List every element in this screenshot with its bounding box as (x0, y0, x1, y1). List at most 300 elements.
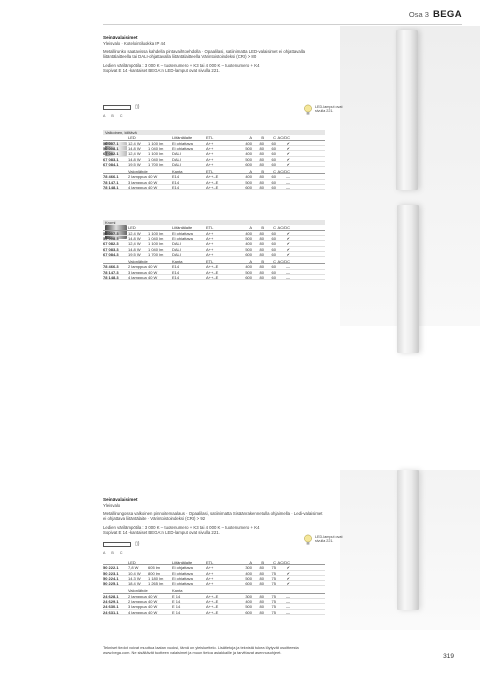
table-cell: 80 (259, 599, 264, 604)
table-cell: 400 (245, 599, 252, 604)
page-header (409, 9, 462, 20)
table-cell (148, 225, 172, 229)
table-cell: 80 (259, 246, 264, 251)
table-cell: B (261, 560, 264, 565)
table-cell: 12,4 W (128, 230, 141, 235)
table-cell: AC/DC (277, 169, 290, 174)
table-cell (148, 169, 172, 173)
table-cell: ✔ (286, 140, 290, 145)
dim-c-2: C (119, 551, 123, 555)
table-cell: 500 (245, 156, 252, 161)
table-cell: ✔ (286, 230, 290, 235)
table-cell: 1 100 lm (148, 140, 164, 145)
section2-text (103, 497, 325, 536)
table-cell: 1 040 lm (148, 246, 164, 251)
table-cell: A++–E (206, 269, 219, 275)
table-cell: 75 (271, 593, 276, 599)
article-number: 78 147.1 (103, 179, 119, 185)
table-cell: ETL (206, 169, 214, 174)
table-cell (103, 169, 128, 173)
table-cell: Ei ohjattava (172, 570, 193, 575)
table-cell: 60 (271, 145, 276, 151)
table-cell: ✔ (286, 241, 290, 246)
table-cell: LED (128, 560, 136, 565)
article-number: 67 083.3 (103, 246, 119, 251)
table-cell: Valonlähde (128, 169, 148, 174)
table-cell: 80 (259, 581, 264, 586)
table-cell: 300 (245, 565, 252, 570)
table-cell: 80 (259, 151, 264, 156)
table-cell: ✔ (286, 570, 290, 575)
table-cell: 18,4 W (128, 581, 141, 586)
table-cell: 40 W (148, 604, 158, 609)
table-cell: AC/DC (277, 259, 290, 264)
table-cell: 3 lamppua (128, 269, 147, 275)
table-cell: A++ (206, 140, 214, 145)
article-number: 24 629.1 (103, 599, 119, 604)
dim-a: A (103, 114, 106, 118)
table-cell: 80 (259, 174, 264, 179)
table-cell: 60 (271, 235, 276, 241)
table-cell: 4 lamppua (128, 185, 147, 190)
table-cell: 600 (245, 161, 252, 167)
table-cell (276, 588, 290, 592)
table-cell (103, 225, 128, 229)
table-cell: ✔ (286, 151, 290, 156)
table-cell: — (286, 174, 290, 179)
section2-note1: Ledien värilämpötila : 3 000 K – tuotenumero + K3 tai 4 000 K – tuotenumero + K4 (103, 524, 260, 530)
article-number: 67 084.3 (103, 251, 119, 257)
table-cell: 1 040 lm (148, 235, 164, 241)
article-number: 50 224.1 (103, 575, 119, 581)
table-cell: 14,8 W (128, 145, 141, 151)
table-cell: 1 700 lm (148, 161, 164, 167)
product-photo-lamp-white (396, 30, 418, 190)
table-cell: — (286, 604, 290, 609)
led-bulb-icon (303, 104, 313, 116)
table-cell: DALI (172, 246, 181, 251)
led-note-text: LED-lamput ovat sivulla 221. (315, 105, 343, 114)
table-cell: 1 100 lm (148, 230, 164, 235)
table-cell: ETL (206, 259, 214, 264)
table-cell: 400 (245, 570, 252, 575)
table-cell: 400 (245, 174, 252, 179)
table-cell: A (249, 135, 252, 140)
section1-title: Seinävalaisimet (103, 35, 138, 40)
article-number: 24 630.1 (103, 604, 119, 609)
table-cell: 1 700 lm (148, 251, 164, 257)
table-cell: 80 (259, 185, 264, 190)
table-cell: 40 W (148, 599, 158, 604)
table-cell: 80 (259, 161, 264, 167)
led-bulb-icon-2 (303, 534, 313, 546)
table-cell: 600 (245, 609, 252, 614)
table-cell: E14 (172, 269, 180, 275)
lamp-side-icon: ▯) (135, 104, 140, 110)
table-cell: E14 (172, 174, 180, 179)
table-cell: B (261, 135, 264, 140)
table-cell: ✔ (286, 156, 290, 161)
table-cell: — (286, 593, 290, 599)
table-cell (148, 560, 172, 564)
table-cell: B (261, 169, 264, 174)
table-cell: C (273, 135, 276, 140)
table-cell: 19,5 W (128, 161, 141, 167)
table-cell: 600 (245, 251, 252, 257)
table-cell: AC/DC (277, 225, 290, 230)
table-cell: 80 (259, 604, 264, 609)
article-number: 50 225.1 (103, 581, 119, 586)
table-cell: E14 (172, 185, 180, 190)
table-cell: LED (128, 135, 136, 140)
table-cell: Kanta (172, 588, 183, 593)
table-cell: 1 040 lm (148, 145, 164, 151)
table-cell: 80 (259, 230, 264, 235)
table-cell: Ei ohjattava (172, 581, 193, 586)
table-cell: 1 180 lm (148, 575, 164, 581)
table-cell: E14 (172, 275, 180, 280)
table-cell: AC/DC (277, 560, 290, 565)
led-note-text-2: LED-lamput ovat sivulla 221. (315, 535, 343, 544)
table-section2 (103, 560, 325, 615)
page-number: 319 (443, 653, 454, 660)
section2-subtitle: Yleisvalo (103, 502, 121, 508)
article-number: 24 631.1 (103, 609, 119, 614)
table-cell: A++–E (206, 275, 219, 280)
table-cell: A (249, 560, 252, 565)
table-cell: A (249, 169, 252, 174)
table-cell: E 14 (172, 599, 181, 604)
table-cell: 7,8 W (128, 565, 139, 570)
table-cell: 600 (245, 581, 252, 586)
table-cell: 1 100 lm (148, 241, 164, 246)
table-cell: AC/DC (277, 135, 290, 140)
section1-text (103, 35, 325, 74)
table-cell (206, 588, 240, 592)
table-cell: ✔ (286, 161, 290, 167)
table-cell: 500 (245, 575, 252, 581)
table-cell: 1 100 lm (148, 151, 164, 156)
table-cell: 80 (259, 575, 264, 581)
table-cell: 3 lamppua (128, 604, 147, 609)
article-number: 78 147.3 (103, 269, 119, 275)
table-cell (103, 560, 128, 564)
section1-dimension-diagram (103, 104, 143, 122)
article-number: 50 223.1 (103, 570, 119, 575)
table-cell: 60 (271, 140, 276, 145)
table-cell: A++–E (206, 609, 219, 614)
table-cell: ✔ (286, 251, 290, 257)
table-cell: Valonlähde (128, 259, 148, 264)
table-cell: A++ (206, 251, 214, 257)
table-cell: C (273, 259, 276, 264)
table-cell: 12,4 W (128, 140, 141, 145)
table-cell (148, 135, 172, 139)
table-cell: Ei ohjattava (172, 140, 193, 145)
section2-dimension-diagram (103, 541, 143, 559)
table-cell: 60 (271, 161, 276, 167)
table-cell: 400 (245, 264, 252, 269)
table-cell: 12,4 W (128, 241, 141, 246)
table-cell: 500 (245, 604, 252, 609)
table-cell: 600 (245, 275, 252, 280)
table-cell: 75 (271, 565, 276, 570)
section1-subtitle: Yleisvalo · Kotelointiluokka IP 44 (103, 40, 166, 46)
table-cell: 40 W (148, 179, 158, 185)
table-cell: 500 (245, 246, 252, 251)
table-cell: Liitäntälaite (172, 560, 193, 565)
table-row (103, 185, 325, 190)
article-number: 50 007.1 (103, 140, 119, 145)
table-cell: 60 (271, 185, 276, 190)
table-cell: A++ (206, 241, 214, 246)
table-cell: 60 (271, 264, 276, 269)
table-cell: 2 lamppua (128, 593, 147, 599)
table-cell: 80 (259, 156, 264, 161)
table-cell (148, 259, 172, 263)
table-cell: A++ (206, 246, 214, 251)
table-cell: 80 (259, 264, 264, 269)
table-cell: 60 (271, 179, 276, 185)
table-cell: ✔ (286, 575, 290, 581)
table-cell: 80 (259, 570, 264, 575)
table-cell: E 14 (172, 593, 181, 599)
table-cell: 400 (245, 151, 252, 156)
table-cell: C (273, 169, 276, 174)
table-cell: 400 (245, 140, 252, 145)
table-cell: — (286, 269, 290, 275)
article-number: 50 007.3 (103, 230, 119, 235)
table-cell: A++–E (206, 264, 219, 269)
product-photo-lamp-chrome (397, 205, 419, 353)
table-cell: Kanta (172, 259, 183, 264)
table-cell: 19,5 W (128, 251, 141, 257)
table-cell: 60 (271, 251, 276, 257)
table-cell: 12,4 W (128, 151, 141, 156)
table-cell: 400 (245, 241, 252, 246)
table-cell: DALI (172, 251, 181, 257)
table-cell: 60 (271, 151, 276, 156)
table-cell: 14,3 W (128, 575, 141, 581)
table-cell: Liitäntälaite (172, 135, 193, 140)
table-cell: ✔ (286, 581, 290, 586)
table-cell: A++–E (206, 604, 219, 609)
table-cell: 500 (245, 269, 252, 275)
table-white-caption: Valkoinen, kiiltävä (103, 130, 325, 135)
table-cell: 80 (259, 241, 264, 246)
table-cell: 3 lamppua (128, 179, 147, 185)
dim-b: B (111, 114, 114, 118)
table-cell: A++–E (206, 174, 219, 179)
table-cell: 80 (259, 145, 264, 151)
table-cell: A++ (206, 145, 214, 151)
table-cell: B (261, 259, 264, 264)
table-cell: Ei ohjattava (172, 145, 193, 151)
table-cell: B (261, 225, 264, 230)
article-number: 50 008.3 (103, 235, 119, 241)
table-cell: 60 (271, 241, 276, 246)
table-chrome (103, 220, 325, 280)
table-cell: Ei ohjattava (172, 565, 193, 570)
table-cell: 4 lamppua (128, 275, 147, 280)
table-cell: 400 (245, 230, 252, 235)
table-cell: A++ (206, 565, 214, 570)
table-cell: ✔ (286, 235, 290, 241)
dim-b-2: B (111, 551, 114, 555)
table-cell: 60 (271, 246, 276, 251)
table-cell (240, 588, 252, 592)
table-cell: ETL (206, 225, 214, 230)
section1-description: Metallirunko saatavissa kahdella pintavaihtoehdolla · Opaalilasi, satiinimatta LED-valaisimet ei ohjattavalla liitäntälaitteella tai DALI-ohjattavalla liitäntälaitteella Värintoistoindeksi (CRI) > 80 (103, 49, 306, 60)
article-number: 78 148.1 (103, 185, 119, 190)
table-cell: Ei ohjattava (172, 575, 193, 581)
table-cell: Ei ohjattava (172, 230, 193, 235)
table-cell: A++ (206, 235, 214, 241)
table-cell: A++–E (206, 185, 219, 190)
table-chrome-caption: Kromi (103, 220, 325, 225)
table-cell (103, 259, 128, 263)
article-number: 78 466.3 (103, 264, 119, 269)
table-cell: 60 (271, 174, 276, 179)
article-number: 50 008.1 (103, 145, 119, 151)
table-cell: 2 lamppua (128, 264, 147, 269)
table-cell: A (249, 259, 252, 264)
table-cell: 40 W (148, 593, 158, 599)
table-cell: 1 265 lm (148, 581, 164, 586)
table-cell: 75 (271, 599, 276, 604)
table-cell: Kanta (172, 169, 183, 174)
table-cell: A++–E (206, 593, 219, 599)
table-cell: 10,4 W (128, 570, 141, 575)
table-cell: 80 (259, 593, 264, 599)
table-cell: Liitäntälaite (172, 225, 193, 230)
table-cell (148, 588, 172, 592)
table-cell: Ei ohjattava (172, 235, 193, 241)
table-cell: 40 W (148, 264, 158, 269)
table-white (103, 130, 325, 190)
table-cell: Valonlähde (128, 588, 148, 593)
table-cell: A++–E (206, 599, 219, 604)
table-cell: 40 W (148, 185, 158, 190)
table-cell: — (286, 599, 290, 604)
section1-note2: Sopivat E 14 -kantaiset BEGA:n LED-lamput ovat sivulla 221. (103, 68, 220, 74)
table-cell: 2 lamppua (128, 174, 147, 179)
table-row (103, 275, 325, 280)
table-cell: DALI (172, 151, 181, 156)
table-cell: 500 (245, 235, 252, 241)
table-cell: 80 (259, 275, 264, 280)
table-cell: 80 (259, 235, 264, 241)
table-cell: E14 (172, 179, 180, 185)
table-cell: 80 (259, 565, 264, 570)
table-cell: ETL (206, 560, 214, 565)
footer-note: Tekniset tiedot voivat muuttua laatan vuoksi, tämä on yleisluettelo. Lisätietoja ja teknistä tukea löytyvät osoitteesta www.bega.com. Ne sisältävät tuotteen valaisimet ja muun tietoa asiakkaille ja tarvittavat asennusohjeet. (103, 645, 299, 655)
table-cell: 14,8 W (128, 246, 141, 251)
article-number: 67 083.1 (103, 156, 119, 161)
table-cell: 75 (271, 575, 276, 581)
table-cell: ETL (206, 135, 214, 140)
table-cell: 60 (271, 269, 276, 275)
table-cell (103, 588, 128, 592)
table-cell: 4 lamppua (128, 609, 147, 614)
section2-description: Metallirungossa valkoinen pinnoitemaalaus · Opaalilasi, satiinimatta Sisäänrakennetulla ohjaimella · Ledi-valaisimet ei ohjattava liitäntälaite · Värintoistoindeksi (CRI) > 92 (103, 511, 323, 522)
table-cell: 40 W (148, 609, 158, 614)
table-cell: 500 (245, 145, 252, 151)
table-cell: 14,8 W (128, 235, 141, 241)
table-cell: E14 (172, 264, 180, 269)
table-cell: 40 W (148, 174, 158, 179)
header-divider (103, 24, 462, 25)
table-cell: ✔ (286, 565, 290, 570)
table-cell: 300 (245, 593, 252, 599)
table-cell: 80 (259, 609, 264, 614)
article-number: 67 082.1 (103, 151, 119, 156)
table-cell: — (286, 275, 290, 280)
section1-note1: Ledien värilämpötila : 3 000 K – tuotenumero + K3 tai 4 000 K – tuotenumero + K4 (103, 62, 260, 68)
section2-note2: Sopivat E 14 -kantaiset BEGA:n LED-lamput ovat sivulla 221. (103, 530, 220, 536)
table-cell: 75 (271, 581, 276, 586)
table-cell: A++ (206, 151, 214, 156)
brand-logo: BEGA (432, 9, 462, 20)
table-cell: 80 (259, 269, 264, 275)
article-number: 50 222.1 (103, 565, 119, 570)
table-cell: — (286, 264, 290, 269)
table-cell: 80 (259, 140, 264, 145)
table-cell: 800 lm (148, 570, 161, 575)
table-cell: 80 (259, 251, 264, 257)
table-cell: — (286, 179, 290, 185)
table-cell: C (273, 225, 276, 230)
table-cell (264, 588, 276, 592)
table-cell: ✔ (286, 246, 290, 251)
part-label: Osa 3 (408, 10, 429, 19)
table-cell: — (286, 185, 290, 190)
table-cell: A++ (206, 575, 214, 581)
article-number: 24 628.1 (103, 593, 119, 599)
table-cell: 60 (271, 156, 276, 161)
table-cell: 60 (271, 230, 276, 235)
table-cell: 1 040 lm (148, 156, 164, 161)
table-cell: 500 (245, 179, 252, 185)
article-number: 67 084.1 (103, 161, 119, 167)
table-cell: E 14 (172, 604, 181, 609)
table-cell: 75 (271, 570, 276, 575)
dim-a-2: A (103, 551, 106, 555)
table-cell: A (249, 225, 252, 230)
table-cell: LED (128, 225, 136, 230)
table-cell: C (273, 560, 276, 565)
product-photo-lamp-2 (397, 470, 419, 610)
lamp-side-icon-2: ▯) (135, 541, 140, 547)
table-cell: A++ (206, 570, 214, 575)
section2-title: Seinävalaisimet (103, 497, 138, 502)
table-cell: DALI (172, 161, 181, 167)
table-cell: 2 lamppua (128, 599, 147, 604)
table-cell: 75 (271, 604, 276, 609)
table-cell: 75 (271, 609, 276, 614)
article-number: 78 148.3 (103, 275, 119, 280)
table-cell (252, 588, 264, 592)
table-cell: 40 W (148, 269, 158, 275)
table-cell: 600 (245, 185, 252, 190)
table-cell: 605 lm (148, 565, 161, 570)
table-cell: ✔ (286, 145, 290, 151)
table-cell: 14,8 W (128, 156, 141, 161)
table-cell: 80 (259, 179, 264, 185)
table-cell (103, 135, 128, 139)
table-cell: DALI (172, 156, 181, 161)
article-number: 78 466.1 (103, 174, 119, 179)
